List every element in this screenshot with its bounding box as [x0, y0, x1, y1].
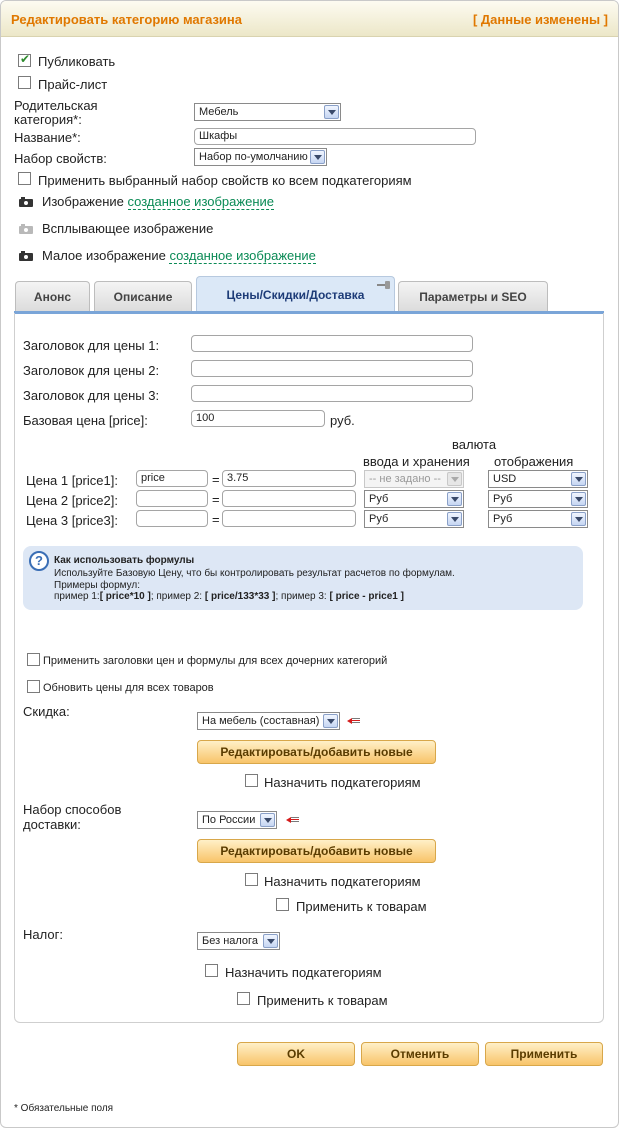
- delivery-edit-button[interactable]: Редактировать/добавить новые: [197, 839, 436, 863]
- discount-edit-button[interactable]: Редактировать/добавить новые: [197, 740, 436, 764]
- chevron-down-icon: [571, 472, 586, 486]
- help-line-2: Примеры формул:: [54, 580, 141, 591]
- tab-params-seo[interactable]: Параметры и SEO: [398, 281, 548, 311]
- price-title-2-input[interactable]: [191, 360, 473, 377]
- parent-category-select[interactable]: [194, 103, 341, 121]
- delivery-select[interactable]: [197, 811, 277, 829]
- price-2-value-input[interactable]: [222, 490, 356, 507]
- update-all-products-checkbox[interactable]: [27, 680, 40, 693]
- cancel-button[interactable]: Отменить: [361, 1042, 479, 1066]
- price-1-formula-input[interactable]: price: [136, 470, 208, 487]
- price-1-input-currency-select[interactable]: [364, 470, 464, 488]
- price-3-label: Цена 3 [price3]:: [26, 513, 118, 528]
- equals-sign: =: [212, 512, 220, 527]
- help-example-1-label: пример 1:: [54, 591, 100, 602]
- delivery-label: Набор способов: [23, 802, 122, 817]
- image-link[interactable]: созданное изображение: [127, 194, 274, 209]
- discount-assign-sub-checkbox[interactable]: [245, 774, 258, 787]
- chevron-down-icon: [260, 813, 275, 827]
- parent-category-label-2: категория*:: [14, 112, 82, 127]
- equals-sign: =: [212, 472, 220, 487]
- chevron-down-icon: [571, 492, 586, 506]
- help-line-1: Используйте Базовую Цену, что бы контролировать результат расчетов по формулам.: [54, 568, 455, 579]
- help-example-3-label: ; пример 3:: [275, 591, 327, 602]
- apply-button[interactable]: Применить: [485, 1042, 603, 1066]
- question-icon: ?: [29, 551, 49, 571]
- delivery-label-2: доставки:: [23, 817, 81, 832]
- camera-icon[interactable]: [19, 197, 33, 207]
- pin-icon[interactable]: [377, 281, 391, 289]
- price-title-3-label: Заголовок для цены 3:: [23, 388, 160, 403]
- price-title-3-input[interactable]: [191, 385, 473, 402]
- title-bar: [1, 1, 618, 37]
- price-3-display-currency-value: Руб: [493, 513, 513, 525]
- price-3-display-currency-select[interactable]: [488, 510, 588, 528]
- currency-display-header: отображения: [494, 454, 574, 469]
- image-row: [42, 194, 274, 209]
- name-label: Название*:: [14, 130, 81, 145]
- price-3-input-currency-select[interactable]: [364, 510, 464, 528]
- tax-assign-sub-label: Назначить подкатегориям: [225, 965, 382, 980]
- tab-prices-discounts-delivery[interactable]: Цены/Скидки/Доставка: [196, 276, 395, 312]
- property-set-label: Набор свойств:: [14, 151, 107, 166]
- publish-label: Публиковать: [38, 54, 116, 69]
- update-all-products-label: Обновить цены для всех товаров: [43, 682, 214, 694]
- chevron-down-icon: [324, 105, 339, 119]
- help-title: Как использовать формулы: [54, 555, 195, 566]
- tab-description[interactable]: Описание: [94, 281, 192, 311]
- discount-value: На мебель (составная): [202, 715, 320, 727]
- price-title-1-input[interactable]: [191, 335, 473, 352]
- currency-header: валюта: [452, 437, 497, 452]
- apply-property-set-label: Применить выбранный набор свойств ко всем подкатегориям: [38, 173, 412, 188]
- discount-label: Скидка:: [23, 704, 70, 719]
- ok-button[interactable]: OK: [237, 1042, 355, 1066]
- publish-checkbox[interactable]: [18, 54, 31, 67]
- camera-icon[interactable]: [19, 224, 33, 234]
- price-2-input-currency-select[interactable]: [364, 490, 464, 508]
- delivery-assign-sub-label: Назначить подкатегориям: [264, 874, 421, 889]
- price-3-value-input[interactable]: [222, 510, 356, 527]
- delivery-value: По России: [202, 814, 256, 826]
- name-input[interactable]: Шкафы: [194, 128, 476, 145]
- small-image-label: Малое изображение: [42, 248, 166, 263]
- back-list-icon[interactable]: [286, 815, 300, 825]
- currency-input-header: ввода и хранения: [363, 454, 470, 469]
- base-price-label: Базовая цена [price]:: [23, 413, 148, 428]
- chevron-down-icon: [447, 512, 462, 526]
- apply-property-set-checkbox[interactable]: [18, 172, 31, 185]
- tax-assign-sub-checkbox[interactable]: [205, 964, 218, 977]
- price-2-display-currency-value: Руб: [493, 493, 513, 505]
- property-set-select[interactable]: [194, 148, 327, 166]
- help-examples: [54, 591, 404, 602]
- apply-titles-children-label: Применить заголовки цен и формулы для всех дочерних категорий: [43, 655, 388, 667]
- tax-value: Без налога: [202, 935, 258, 947]
- tab-announce[interactable]: Анонс: [15, 281, 90, 311]
- help-example-1-code: [ price*10 ]: [99, 591, 151, 602]
- help-example-3-code: [ price - price1 ]: [329, 591, 404, 602]
- property-set-value: Набор по-умолчанию: [199, 151, 308, 163]
- small-image-link[interactable]: созданное изображение: [169, 248, 316, 263]
- parent-category-value: Мебель: [199, 106, 239, 118]
- price-title-1-label: Заголовок для цены 1:: [23, 338, 160, 353]
- discount-assign-sub-label: Назначить подкатегориям: [264, 775, 421, 790]
- back-list-icon[interactable]: [347, 716, 361, 726]
- popup-image-label: Всплывающее изображение: [42, 221, 214, 236]
- chevron-down-icon: [323, 714, 338, 728]
- price-list-checkbox[interactable]: [18, 76, 31, 89]
- small-image-row: [42, 248, 316, 263]
- price-1-display-currency-value: USD: [493, 473, 517, 485]
- price-2-display-currency-select[interactable]: [488, 490, 588, 508]
- price-1-value-input[interactable]: 3.75: [222, 470, 356, 487]
- equals-sign: =: [212, 492, 220, 507]
- tax-label: Налог:: [23, 927, 63, 942]
- price-1-label: Цена 1 [price1]:: [26, 473, 118, 488]
- chevron-down-icon: [447, 492, 462, 506]
- discount-select[interactable]: [197, 712, 340, 730]
- camera-icon[interactable]: [19, 251, 33, 261]
- apply-titles-children-checkbox[interactable]: [27, 653, 40, 666]
- price-list-label: Прайс-лист: [38, 77, 108, 92]
- help-example-2-label: ; пример 2:: [150, 591, 203, 602]
- price-title-2-label: Заголовок для цены 2:: [23, 363, 160, 378]
- formula-help-box: [23, 546, 583, 610]
- price-2-formula-input[interactable]: [136, 490, 208, 507]
- help-example-2-code: [ price/133*33 ]: [204, 591, 276, 602]
- price-1-input-currency-value: -- не задано --: [369, 473, 441, 485]
- price-2-label: Цена 2 [price2]:: [26, 493, 118, 508]
- tax-select[interactable]: [197, 932, 280, 950]
- delivery-apply-products-label: Применить к товарам: [296, 899, 427, 914]
- delivery-apply-products-checkbox[interactable]: [276, 898, 289, 911]
- chevron-down-icon: [263, 934, 278, 948]
- chevron-down-icon: [310, 150, 325, 164]
- price-3-formula-input[interactable]: [136, 510, 208, 527]
- tax-apply-products-checkbox[interactable]: [237, 992, 250, 1005]
- base-price-input[interactable]: 100: [191, 410, 325, 427]
- price-1-display-currency-select[interactable]: [488, 470, 588, 488]
- chevron-down-icon: [447, 472, 462, 486]
- parent-category-label: Родительская: [14, 98, 98, 113]
- delivery-assign-sub-checkbox[interactable]: [245, 873, 258, 886]
- image-label: Изображение: [42, 194, 124, 209]
- data-changed-status: [ Данные изменены ]: [472, 12, 608, 27]
- price-2-input-currency-value: Руб: [369, 493, 389, 505]
- tax-apply-products-label: Применить к товарам: [257, 993, 388, 1008]
- window-title: Редактировать категорию магазина: [11, 12, 243, 27]
- chevron-down-icon: [571, 512, 586, 526]
- base-price-unit: руб.: [330, 413, 355, 428]
- required-fields-note: * Обязательные поля: [14, 1103, 114, 1114]
- price-3-input-currency-value: Руб: [369, 513, 389, 525]
